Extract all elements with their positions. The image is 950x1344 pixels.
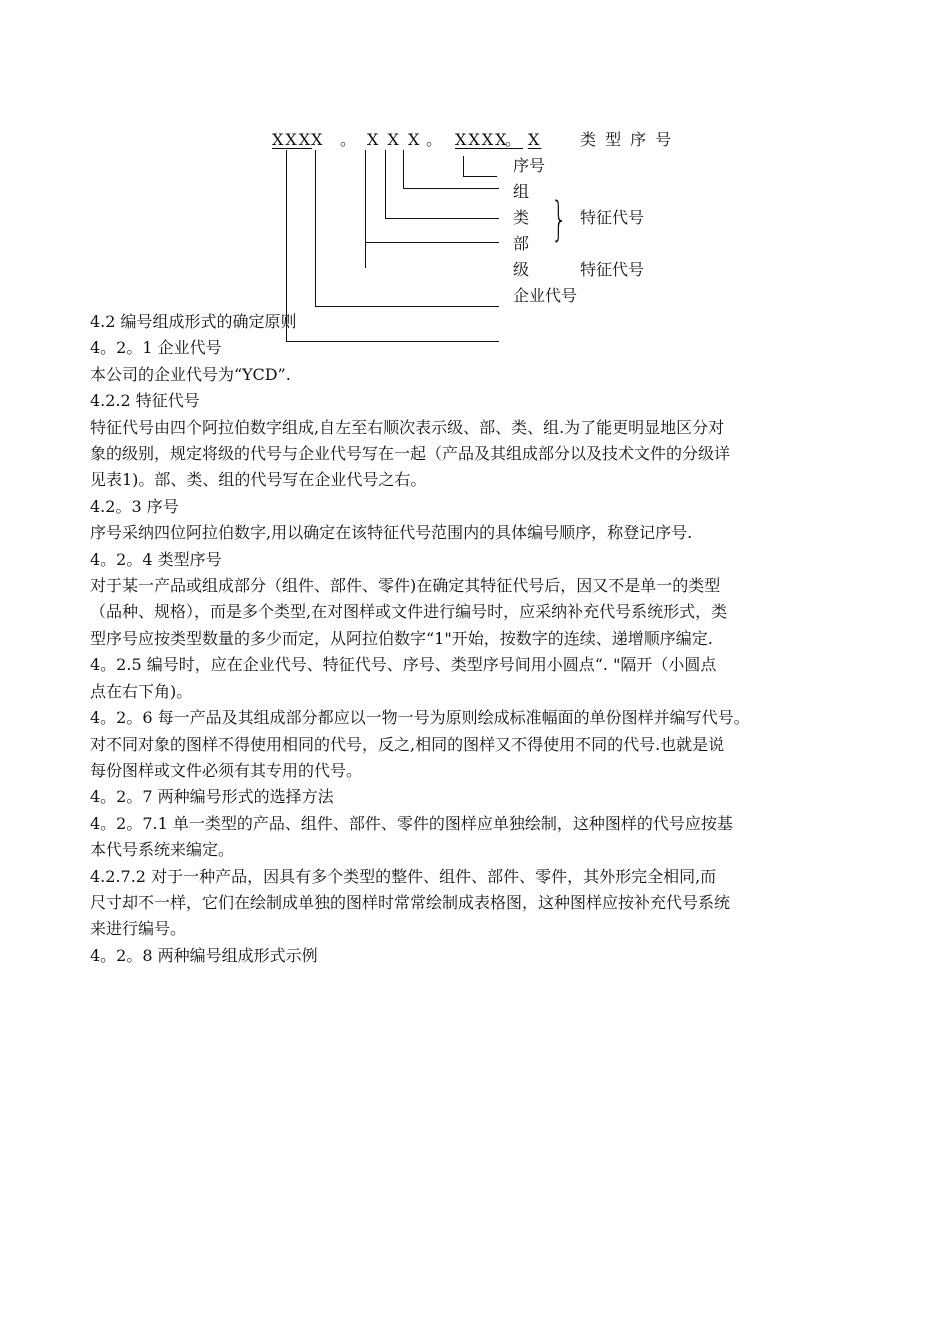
connector-line [385,218,499,219]
code-structure-diagram [0,0,950,360]
paragraph-line: 象的级别，规定将级的代号与企业代号写在一起（产品及其组成部分以及技术文件的分级详 [90,444,731,464]
label-sequence: 序号 [513,156,546,175]
paragraph-line: 点在右下角)。 [90,681,193,701]
connector-line [365,242,499,243]
code-part-feature: X X X [367,130,422,149]
label-department: 部 [513,234,530,253]
subsection-heading: 4。2。4 类型序号 [90,549,222,569]
label-level-feature-code: 特征代号 [580,260,645,279]
connector-line [403,188,499,189]
paragraph-line: 本公司的企业代号为“YCD”. [90,364,291,384]
paragraph-line: 对不同对象的图样不得使用相同的代号，反之,相同的图样又不得使用不同的代号.也就是说 [90,734,725,754]
label-type-sequence: 类 型 序 号 [580,130,674,149]
paragraph-line: 来进行编号。 [90,919,187,939]
code-part-company: XXX [272,130,313,149]
connector-line [463,156,464,176]
subsection-heading: 4。2。8 两种编号组成形式示例 [90,945,318,965]
paragraph-line: 见表1)。部、类、组的代号写在企业代号之右。 [90,470,427,490]
paragraph-line: 尺寸却不一样，它们在绘制成单独的图样时常常绘制成表格图，这种图样应按补充代号系统 [90,892,731,912]
paragraph-line: 本代号系统来编定。 [90,840,235,860]
connector-line [365,150,366,268]
document-body [90,309,870,969]
connector-line [315,150,316,306]
subsection-heading: 4。2。7.1 单一类型的产品、组件、部件、零件的图样应单独绘制，这种图样的代号应按基 [90,813,733,833]
connector-line [385,150,386,218]
code-dot: 。 [340,130,359,149]
paragraph-line: 特征代号由四个阿拉伯数字组成,自左至右顺次表示级、部、类、组.为了能更明显地区分对 [90,417,725,437]
paragraph-line: 序号采纳四位阿拉伯数字,用以确定在该特征代号范围内的具体编号顺序，称登记序号. [90,523,693,543]
connector-line [315,306,499,307]
code-part-level: X [311,130,325,149]
subsection-heading: 4。2。7 两种编号形式的选择方法 [90,787,334,807]
paragraph-line: 型序号应按类型数量的多少而定，从阿拉伯数字“1"开始，按数字的连续、递增顺序编定. [90,628,713,648]
paragraph-line: 每份图样或文件必须有其专用的代号。 [90,760,363,780]
label-level: 级 [513,260,530,279]
section-heading: 4.2 编号组成形式的确定原则 [90,312,297,331]
subsection-heading: 4.2.7.2 对于一种产品，因具有多个类型的整件、组件、部件、零件，其外形完全相同,而 [90,866,717,886]
code-part-sequence: XXXX [455,130,509,149]
paragraph-line: （品种、规格），而是多个类型,在对图样或文件进行编号时，应采纳补充代号系统形式，类 [90,602,728,622]
label-company-code: 企业代号 [513,286,578,305]
code-part-type: X [528,130,542,149]
brace-icon: } [551,192,568,246]
paragraph-line: 对于某一产品或组成部分（组件、部件、零件)在确定其特征代号后，因又不是单一的类型 [90,576,721,596]
connector-line [403,150,404,188]
label-feature-code: 特征代号 [580,208,645,227]
code-dot: 。 [426,130,445,149]
label-class: 类 [513,208,530,227]
subsection-heading: 4。2。6 每一产品及其组成部分都应以一物一号为原则绘成标准幅面的单份图样并编写代号。 [90,708,750,728]
subsection-heading: 4。2。1 企业代号 [90,338,222,358]
label-group: 组 [513,182,530,201]
subsection-heading: 4。2.5 编号时，应在企业代号、特征代号、序号、类型序号间用小圆点“. "隔开（小圆点 [90,655,717,675]
connector-line [463,176,497,177]
subsection-heading: 4.2。3 序号 [90,496,179,516]
subsection-heading: 4.2.2 特征代号 [90,391,200,411]
code-dot: 。 [505,130,524,149]
